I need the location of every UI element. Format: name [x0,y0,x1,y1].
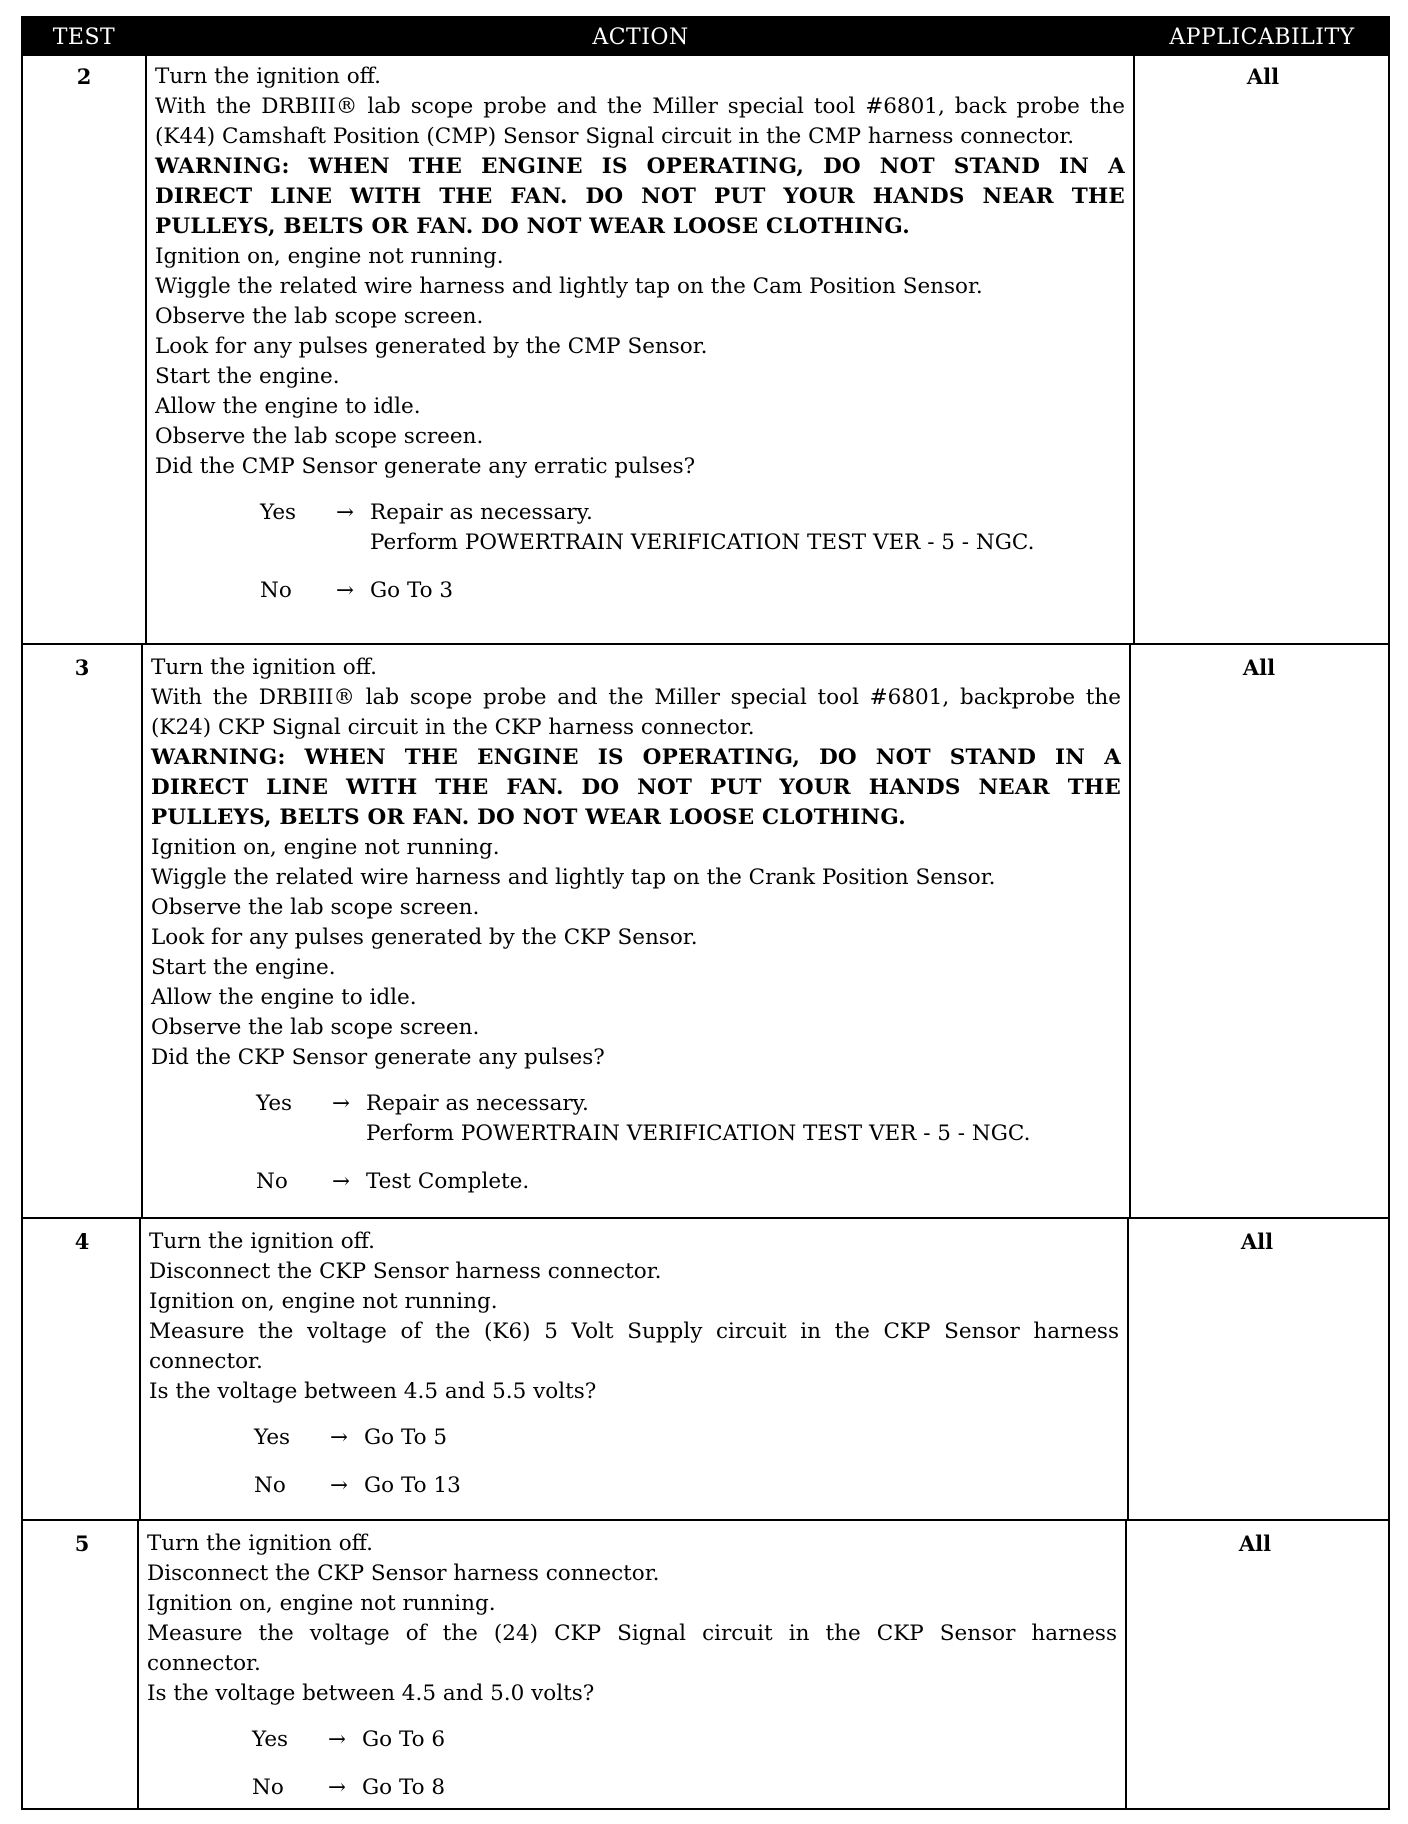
action-line: Is the voltage between 4.5 and 5.0 volts? [147,1681,595,1706]
yes-action: Repair as necessary. [370,500,593,525]
action-cell [147,1529,1117,1803]
yes-branch [254,1423,1119,1453]
warning-line: WARNING: WHEN THE ENGINE IS OPERATING, DO NOT STAND IN A [155,154,1125,179]
step-line: Observe the lab scope screen. [151,1015,480,1040]
applicability-value: All [1240,1229,1274,1254]
yes-action: Perform POWERTRAIN VERIFICATION TEST VER - 5 - NGC. [366,1121,1031,1146]
yes-label: Yes [252,1727,289,1752]
action-line: (K24) CKP Signal circuit in the CKP harness connector. [151,715,755,740]
step-line: Ignition on, engine not running. [151,835,500,860]
no-label: No [256,1169,288,1194]
action-line: connector. [149,1349,263,1374]
step-line: Observe the lab scope screen. [151,895,480,920]
no-label: No [254,1473,286,1498]
warning-line: WARNING: WHEN THE ENGINE IS OPERATING, DO NOT STAND IN A [151,745,1121,770]
action-line: Measure the voltage of the (K6) 5 Volt Supply circuit in the CKP Sensor harness [149,1319,1119,1344]
no-branch [254,1471,1119,1501]
warning-line: PULLEYS, BELTS OR FAN. DO NOT WEAR LOOSE CLOTHING. [155,214,910,239]
arrow-icon: → [327,1727,346,1752]
yes-action: Go To 5 [364,1425,448,1450]
table-row-test-2 [23,54,1388,643]
no-branch [260,576,1125,606]
yes-label: Yes [256,1091,293,1116]
table-header [23,18,1388,56]
header-applicability: APPLICABILITY [1169,24,1355,50]
applicability-value: All [1246,64,1280,89]
yes-branch [256,1089,1121,1149]
action-line: Turn the ignition off. [149,1229,375,1254]
action-line: Ignition on, engine not running. [147,1591,496,1616]
action-line: Turn the ignition off. [151,655,377,680]
step-line: Wiggle the related wire harness and lightly tap on the Crank Position Sensor. [151,865,996,890]
test-number: 5 [74,1531,90,1556]
table-row-test-5 [23,1519,1388,1808]
action-line: Disconnect the CKP Sensor harness connector. [149,1259,662,1284]
action-line: connector. [147,1651,261,1676]
no-action: Go To 8 [362,1775,446,1800]
action-line: With the DRBIII® lab scope probe and the Miller special tool #6801, backprobe the [151,685,1121,710]
arrow-icon: → [335,578,354,603]
action-line: With the DRBIII® lab scope probe and the Miller special tool #6801, back probe the [155,94,1125,119]
no-branch [252,1773,1117,1803]
yes-label: Yes [260,500,297,525]
step-line: Did the CMP Sensor generate any erratic pulses? [155,454,696,479]
action-line: Turn the ignition off. [155,64,381,89]
table-row-test-3 [23,643,1388,1217]
step-line: Ignition on, engine not running. [155,244,504,269]
yes-action: Perform POWERTRAIN VERIFICATION TEST VER - 5 - NGC. [370,530,1035,555]
step-line: Start the engine. [155,364,340,389]
yes-branch [252,1725,1117,1755]
yes-action: Go To 6 [362,1727,446,1752]
step-line: Start the engine. [151,955,336,980]
step-line: Allow the engine to idle. [151,985,417,1010]
no-action: Test Complete. [366,1169,530,1194]
test-number: 2 [76,64,92,89]
action-cell [151,653,1121,1197]
action-line: Disconnect the CKP Sensor harness connector. [147,1561,660,1586]
step-line: Look for any pulses generated by the CMP Sensor. [155,334,708,359]
diagnostic-table [21,16,1390,1810]
step-line: Allow the engine to idle. [155,394,421,419]
no-action: Go To 3 [370,578,454,603]
warning-line: PULLEYS, BELTS OR FAN. DO NOT WEAR LOOSE CLOTHING. [151,805,906,830]
step-line: Wiggle the related wire harness and lightly tap on the Cam Position Sensor. [155,274,983,299]
no-action: Go To 13 [364,1473,461,1498]
action-line: Is the voltage between 4.5 and 5.5 volts? [149,1379,597,1404]
arrow-icon: → [327,1775,346,1800]
step-line: Did the CKP Sensor generate any pulses? [151,1045,605,1070]
header-test: TEST [52,24,116,50]
arrow-icon: → [331,1169,350,1194]
header-action: ACTION [592,24,689,50]
no-label: No [252,1775,284,1800]
arrow-icon: → [329,1425,348,1450]
arrow-icon: → [335,500,354,525]
yes-branch [260,498,1125,558]
no-label: No [260,578,292,603]
action-line: Ignition on, engine not running. [149,1289,498,1314]
yes-label: Yes [254,1425,291,1450]
test-number: 4 [74,1229,90,1254]
step-line: Observe the lab scope screen. [155,304,484,329]
action-line: (K44) Camshaft Position (CMP) Sensor Signal circuit in the CMP harness connector. [155,124,1075,149]
arrow-icon: → [329,1473,348,1498]
action-cell [149,1227,1119,1501]
applicability-value: All [1242,655,1276,680]
test-number: 3 [74,655,90,680]
table-row-test-4 [23,1217,1388,1519]
action-line: Measure the voltage of the (24) CKP Signal circuit in the CKP Sensor harness [147,1621,1117,1646]
action-cell [155,62,1125,606]
yes-action: Repair as necessary. [366,1091,589,1116]
action-line: Turn the ignition off. [147,1531,373,1556]
warning-line: DIRECT LINE WITH THE FAN. DO NOT PUT YOUR HANDS NEAR THE [151,775,1121,800]
warning-line: DIRECT LINE WITH THE FAN. DO NOT PUT YOUR HANDS NEAR THE [155,184,1125,209]
step-line: Look for any pulses generated by the CKP Sensor. [151,925,698,950]
applicability-value: All [1238,1531,1272,1556]
no-branch [256,1167,1121,1197]
step-line: Observe the lab scope screen. [155,424,484,449]
arrow-icon: → [331,1091,350,1116]
